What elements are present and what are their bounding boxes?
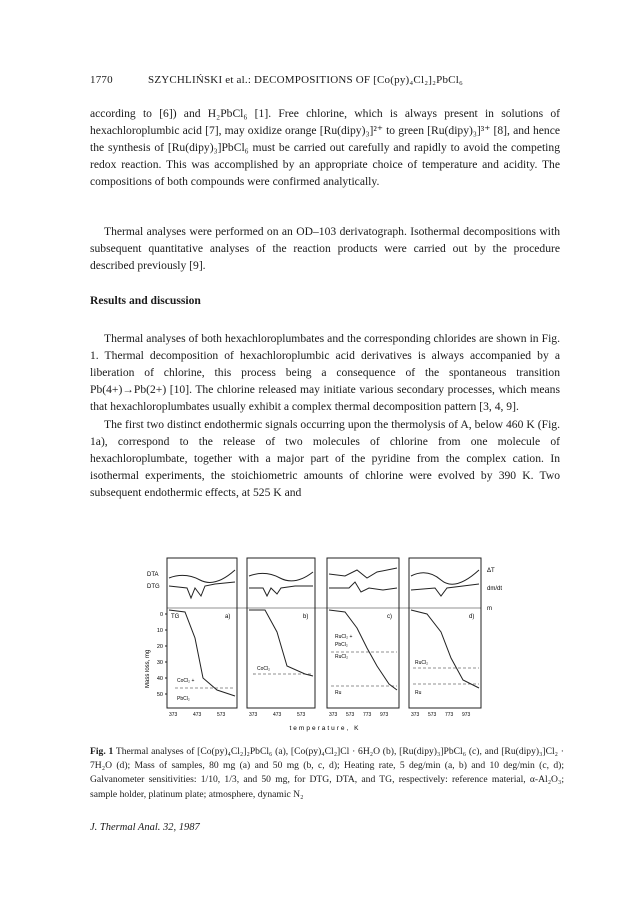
x-tick-c-3: 973 (380, 712, 389, 718)
section-heading: Results and discussion (90, 294, 201, 307)
annotation-a-2: PbCl₂ (177, 696, 190, 702)
annotation-d-2: Ru (415, 690, 422, 696)
running-title: SZYCHLIŃSKI et al.: DECOMPOSITIONS OF [Co(py)₄Cl₂]₂PbCl₆ (148, 74, 463, 86)
paragraph-4-text: The first two distinct endothermic signals occurring upon the thermolysis of A, below 460 K (Fig. 1a), correspond to the release of two molecules of chlorine from one molecule of hexachloroplumbate, together with a major part of the pyridine from the complex cation. In isothermal experiments, the stoichiometric amounts of chlorine were evolved by 390 K. Two subsequent endothermic effects, at 525 K and (90, 418, 560, 500)
dtg-curve-b (249, 586, 313, 596)
delta-t-label: ΔT (487, 568, 495, 574)
y-axis-label: Mass loss, mg (145, 649, 151, 688)
annotation-c-1: RuCl₂ + (335, 634, 353, 640)
x-tick-c-2: 773 (363, 712, 372, 718)
paragraph-2 (90, 223, 560, 274)
paragraph-3-text: Thermal analyses of both hexachloroplumbates and the corresponding chlorides are shown in Fig. 1. Thermal decomposition of hexachloroplumbic acid derivatives is always accompanied by a liberation of chlorine, this process being a consequence of the spontaneous transition Pb(4+)→Pb(2+) [10]. The chlorine released may initiate various secondary processes, which means that hexachloroplumbates usually exhibit a complex thermal decomposition pattern [3, 4, 9]. (90, 332, 560, 414)
panel-letter-d: d) (469, 614, 475, 620)
annotation-a-1: CoCl₂ + (177, 678, 195, 684)
figure-caption (90, 745, 564, 802)
y-tick-0: 0 (159, 612, 163, 618)
y-tick-3: 30 (156, 660, 163, 666)
y-tick-1: 10 (156, 628, 163, 634)
panel-box-b (247, 558, 315, 708)
annotation-d-1: RuCl₂ (415, 660, 429, 666)
x-tick-a-0: 373 (169, 712, 178, 718)
x-tick-d-0: 373 (411, 712, 420, 718)
annotation-c-4: Ru (335, 690, 342, 696)
dta-curve-b (249, 572, 313, 581)
x-tick-b-1: 473 (273, 712, 282, 718)
tg-curve-c (329, 610, 397, 690)
journal-footer: J. Thermal Anal. 32, 1987 (90, 822, 200, 833)
panel-letter-b: b) (303, 614, 309, 620)
paragraph-4 (90, 416, 560, 501)
panel-box-c (327, 558, 399, 708)
x-tick-c-0: 373 (329, 712, 338, 718)
x-tick-d-3: 973 (462, 712, 471, 718)
x-tick-d-2: 773 (445, 712, 454, 718)
panel-letter-a: a) (225, 614, 231, 620)
tg-curve-d (411, 610, 479, 688)
x-tick-a-2: 573 (217, 712, 226, 718)
page-number: 1770 (90, 74, 113, 86)
dta-label: DTA (147, 572, 159, 578)
annotation-b-1: CoCl₂ (257, 666, 271, 672)
x-tick-c-1: 573 (346, 712, 355, 718)
y-tick-2: 20 (156, 644, 163, 650)
x-tick-a-1: 473 (193, 712, 202, 718)
x-tick-b-2: 573 (297, 712, 306, 718)
caption-text: Thermal analyses of [Co(py)₄Cl₂]₂PbCl₆ (a), [Co(py)₄Cl₂]Cl · 6H₂O (b), [Ru(dipy)₃]PbCl₆ (c), and [Ru(dipy)₃]Cl₂ · 7H₂O (d); Mass of samples, 80 mg (a) and 50 mg (b, c, d); Heating rate, 5 deg/min (a, b) and 10 deg/min (c, d); Galvanometer sensitivities: 1/10, 1/3, and 50 mg, for DTG, DTA, and TG, respectively: reference material, α-Al₂O₃; sample holder, platinum plate; atmosphere, dynamic N₂ (90, 746, 564, 800)
paragraph-3 (90, 330, 560, 415)
dtg-curve-c (329, 582, 397, 592)
paragraph-1 (90, 105, 560, 190)
panel-box-d (409, 558, 481, 708)
dtg-label: DTG (147, 584, 160, 590)
paragraph-1-text: according to [6]) and H₂PbCl₆ [1]. Free chlorine, which is always present in solutions of hexachloroplumbic acid [7], may oxidize orange [Ru(dipy)₃]²⁺ to green [Ru(dipy)₃]³⁺ [8], and hence the synthesis of [Ru(dipy)₃]PbCl₆ must be carried out carefully and rapidly to avoid the competing redox reaction. This was accomplished by an appropriate choice of temperature and acidity. The compositions of both compounds were confirmed analytically. (90, 107, 560, 189)
annotation-c-3: RuCl₂ (335, 654, 349, 660)
x-tick-d-1: 573 (428, 712, 437, 718)
x-axis-label: temperature, K (289, 725, 361, 732)
dtg-curve-a (169, 582, 235, 598)
tg-label: TG (171, 614, 180, 620)
dta-curve-d (411, 570, 479, 584)
y-tick-5: 50 (156, 692, 163, 698)
m-label: m (487, 606, 492, 612)
paragraph-2-text: Thermal analyses were performed on an OD–103 derivatograph. Isothermal decompositions with subsequent quantitative analyses of the reaction products were carried out by the procedure described previously [9]. (90, 225, 560, 273)
x-tick-b-0: 373 (249, 712, 258, 718)
dta-curve-c (329, 568, 397, 578)
y-tick-4: 40 (156, 676, 163, 682)
dm-dt-label: dm/dt (487, 586, 503, 592)
caption-label: Fig. 1 (90, 746, 114, 757)
dta-curve-a (169, 570, 235, 582)
dtg-curve-d (411, 584, 479, 596)
panel-letter-c: c) (387, 614, 392, 620)
thermal-analysis-figure (145, 548, 525, 748)
annotation-c-2: PbCl₂ (335, 642, 348, 648)
